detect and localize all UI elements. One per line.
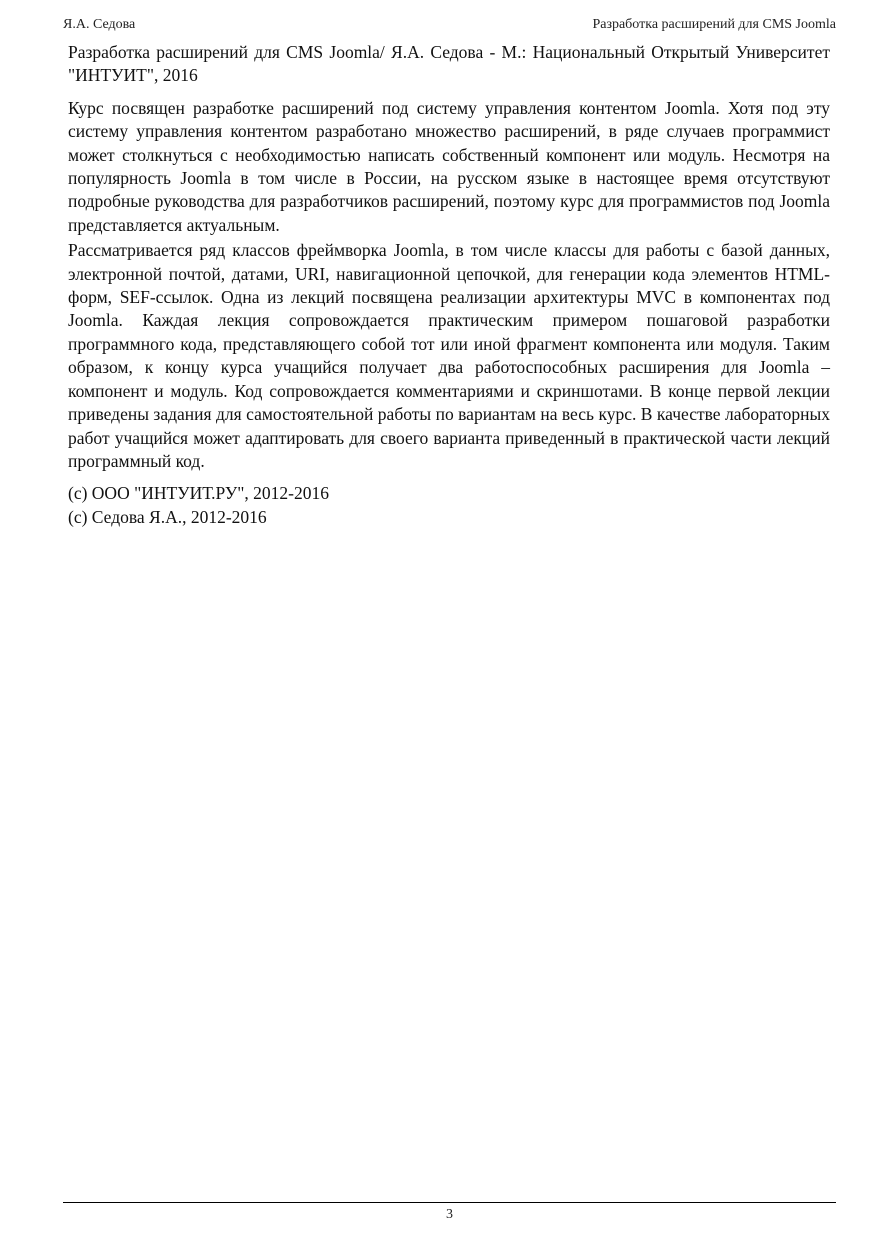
running-header <box>63 15 836 35</box>
header-course-title: Разработка расширений для CMS Joomla <box>592 17 836 32</box>
paragraph-course-intro: Курс посвящен разработке расширений под систему управления контентом Joomla. Хотя под эту систему управления контентом разработано множество расширений, в ряде случаев программист может столкнуться с необходимостью написать собственный компонент или модуль. Несмотря на популярность Joomla в том числе в России, на русском языке в настоящее время отсутствуют подробные руководства для разработчиков расширений, поэтому курс для программистов под Joomla представляется актуальным. <box>68 97 830 235</box>
page-content <box>68 41 830 529</box>
page-number: 3 <box>446 1207 453 1222</box>
paragraph-course-details: Рассматривается ряд классов фреймворка Joomla, в том числе классы для работы с базой данных, электронной почтой, датами, URI, навигационной цепочкой, для генерации кода элементов HTML-форм, SEF-ссылок. Одна из лекций посвящена реализации архитектуры MVC в компонентах под Joomla. Каждая лекция сопровождается практическим примером пошаговой разработки программного кода, представляющего собой тот или иной фрагмент компонента или модуля. Таким образом, к концу курса учащийся получает два работоспособных расширения для Joomla – компонент и модуль. Код сопровождается комментариями и скриншотами. В конце первой лекции приведены задания для самостоятельной работы по вариантам на весь курс. В качестве лабораторных работ учащийся может адаптировать для своего варианта приведенный в практической части лекций программный код. <box>68 240 830 471</box>
header-author: Я.А. Седова <box>63 17 136 32</box>
copyright-author: (c) Седова Я.А., 2012-2016 <box>68 506 267 527</box>
bibliographic-citation: Разработка расширений для CMS Joomla/ Я.А. Седова - М.: Национальный Открытый Университет "ИНТУИТ", 2016 <box>68 42 830 86</box>
footer-divider <box>63 1202 836 1203</box>
copyright-intuit: (c) ООО "ИНТУИТ.РУ", 2012-2016 <box>68 483 329 504</box>
